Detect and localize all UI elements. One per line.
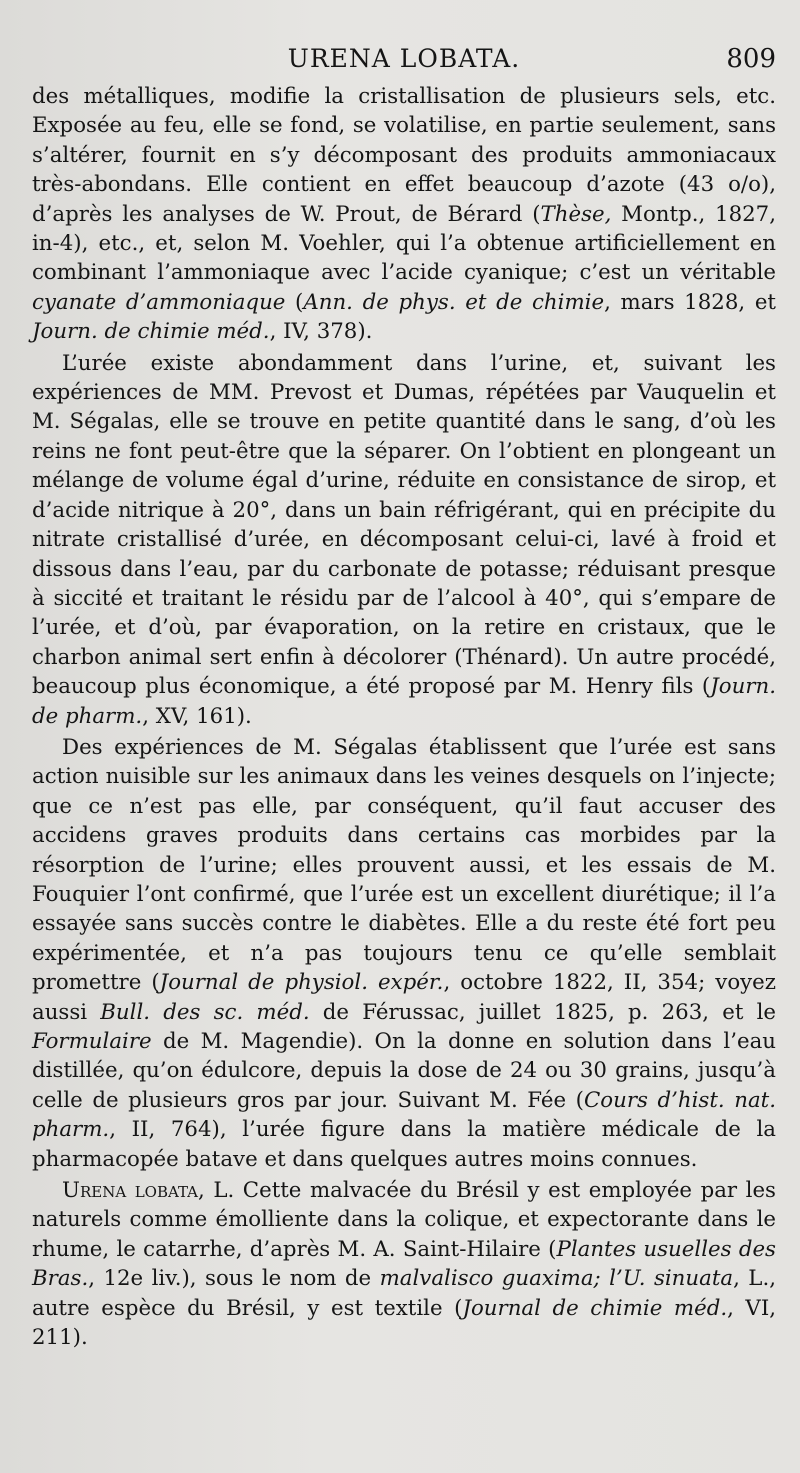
- page-number: 809: [726, 44, 776, 74]
- text-run: , L., autre espèce du Brésil, y est textile (: [32, 1266, 776, 1321]
- body-text: [32, 82, 776, 1352]
- text-run: Des expériences de M. Ségalas établissent que l’urée est sans action nuisible sur les animaux dans les veines desquels on l’injecte; que ce n’est pas elle, par conséquent, qu’il faut accuser des accidens graves produits dans certains cas morbides par la résorption de l’urine; elles prouvent aussi, et les essais de M. Fouquier l’ont confirmé, que l’urée est un excellent diurétique; il l’a essayée sans succès contre le diabètes. Elle a du reste été fort peu expérimentée, et n’a pas toujours tenu ce qu’elle semblait promettre (: [32, 734, 776, 996]
- italic-citation: Ann. de phys. et de chimie: [303, 289, 605, 315]
- italic-citation: Journal de physiol. expér.: [159, 970, 444, 996]
- text-run: (: [285, 289, 304, 315]
- text-run: des métalliques, modifie la cristallisation de plusieurs sels, etc. Exposée au feu, elle se fond, se volatilise, en partie seulement, sans s’altérer, fournit en s’y décomposant des produits ammoniacaux très-abondans. Elle contient en effet beaucoup d’azote (43 o/o), d’après les analyses de W. Prout, de Bérard (: [32, 84, 776, 227]
- text-run: , II, 764), l’urée figure dans la matière médicale de la pharmacopée batave et dans quelques autres moins connues.: [32, 1117, 776, 1172]
- text-run: , 12e liv.), sous le nom de: [88, 1266, 380, 1292]
- text-run: de M. Magendie). On la donne en solution dans l’eau distillée, qu’on édulcore, depuis la dose de 24 ou 30 grains, jusqu’à celle de plusieurs gros par jour. Suivant M. Fée (: [32, 1029, 776, 1113]
- text-run: , IV, 378).: [269, 319, 373, 345]
- text-run: Montp., 1827, in-4), etc., et, selon M. Voehler, qui l’a obtenue artificiellement en combinant l’ammoniaque avec l’acide cyanique; c’est un véritable: [32, 201, 776, 286]
- text-run: , mars 1828, et: [604, 289, 776, 315]
- italic-citation: Thèse,: [540, 201, 612, 227]
- running-head: [32, 44, 776, 78]
- small-caps-heading: Urena lobata: [62, 1178, 199, 1204]
- text-run: , XV, 161).: [142, 703, 252, 729]
- italic-citation: Plantes usuelles des Bras.: [32, 1236, 776, 1292]
- paragraph: [32, 349, 776, 731]
- text-run: L’urée existe abondamment dans l’urine, et, suivant les expériences de MM. Prevost et Dumas, répétées par Vauquelin et M. Ségalas, elle se trouve en petite quantité dans le sang, d’où les reins ne font peut-être que la séparer. On l’obtient en plongeant un mélange de volume égal d’urine, réduite en consistance de sirop, et d’acide nitrique à 20°, dans un bain réfrigérant, qui en précipite du nitrate cristallisé d’urée, en décomposant celui-ci, lavé à froid et dissous dans l’eau, par du carbonate de potasse; réduisant presque à siccité et traitant le résidu par de l’alcool à 40°, qui s’empare de l’urée, et d’où, par évaporation, on la retire en cristaux, que le charbon animal sert enfin à décolorer (Thénard). Un autre procédé, beaucoup plus économique, a été proposé par M. Henry fils (: [32, 350, 776, 700]
- paragraph: [32, 733, 776, 1174]
- italic-citation: Journal de chimie méd.: [462, 1295, 728, 1321]
- running-title: URENA LOBATA.: [287, 44, 521, 73]
- paragraph: [32, 1176, 776, 1352]
- text-run: , L. Cette malvacée du Brésil y est employée par les naturels comme émolliente dans la colique, et expectorante dans le rhume, le catarrhe, d’après M. A. Saint-Hilaire (: [32, 1178, 776, 1262]
- italic-citation: cyanate d’ammoniaque: [32, 289, 286, 315]
- italic-citation: Bull. des sc. méd.: [100, 999, 310, 1025]
- text-run: , VI, 211).: [32, 1295, 776, 1351]
- text-run: , octobre 1822, II, 354; voyez aussi: [32, 970, 776, 1025]
- italic-citation: Journ. de chimie méd.: [32, 319, 270, 345]
- italic-citation: Journ. de pharm.: [32, 674, 776, 729]
- text-run: de Férussac, juillet 1825, p. 263, et le: [309, 999, 777, 1025]
- italic-citation: malvalisco guaxima; l’U. sinuata: [379, 1266, 734, 1292]
- italic-citation: Formulaire: [32, 1029, 152, 1054]
- paragraph: [32, 82, 776, 347]
- italic-citation: Cours d’hist. nat. pharm.: [32, 1087, 776, 1143]
